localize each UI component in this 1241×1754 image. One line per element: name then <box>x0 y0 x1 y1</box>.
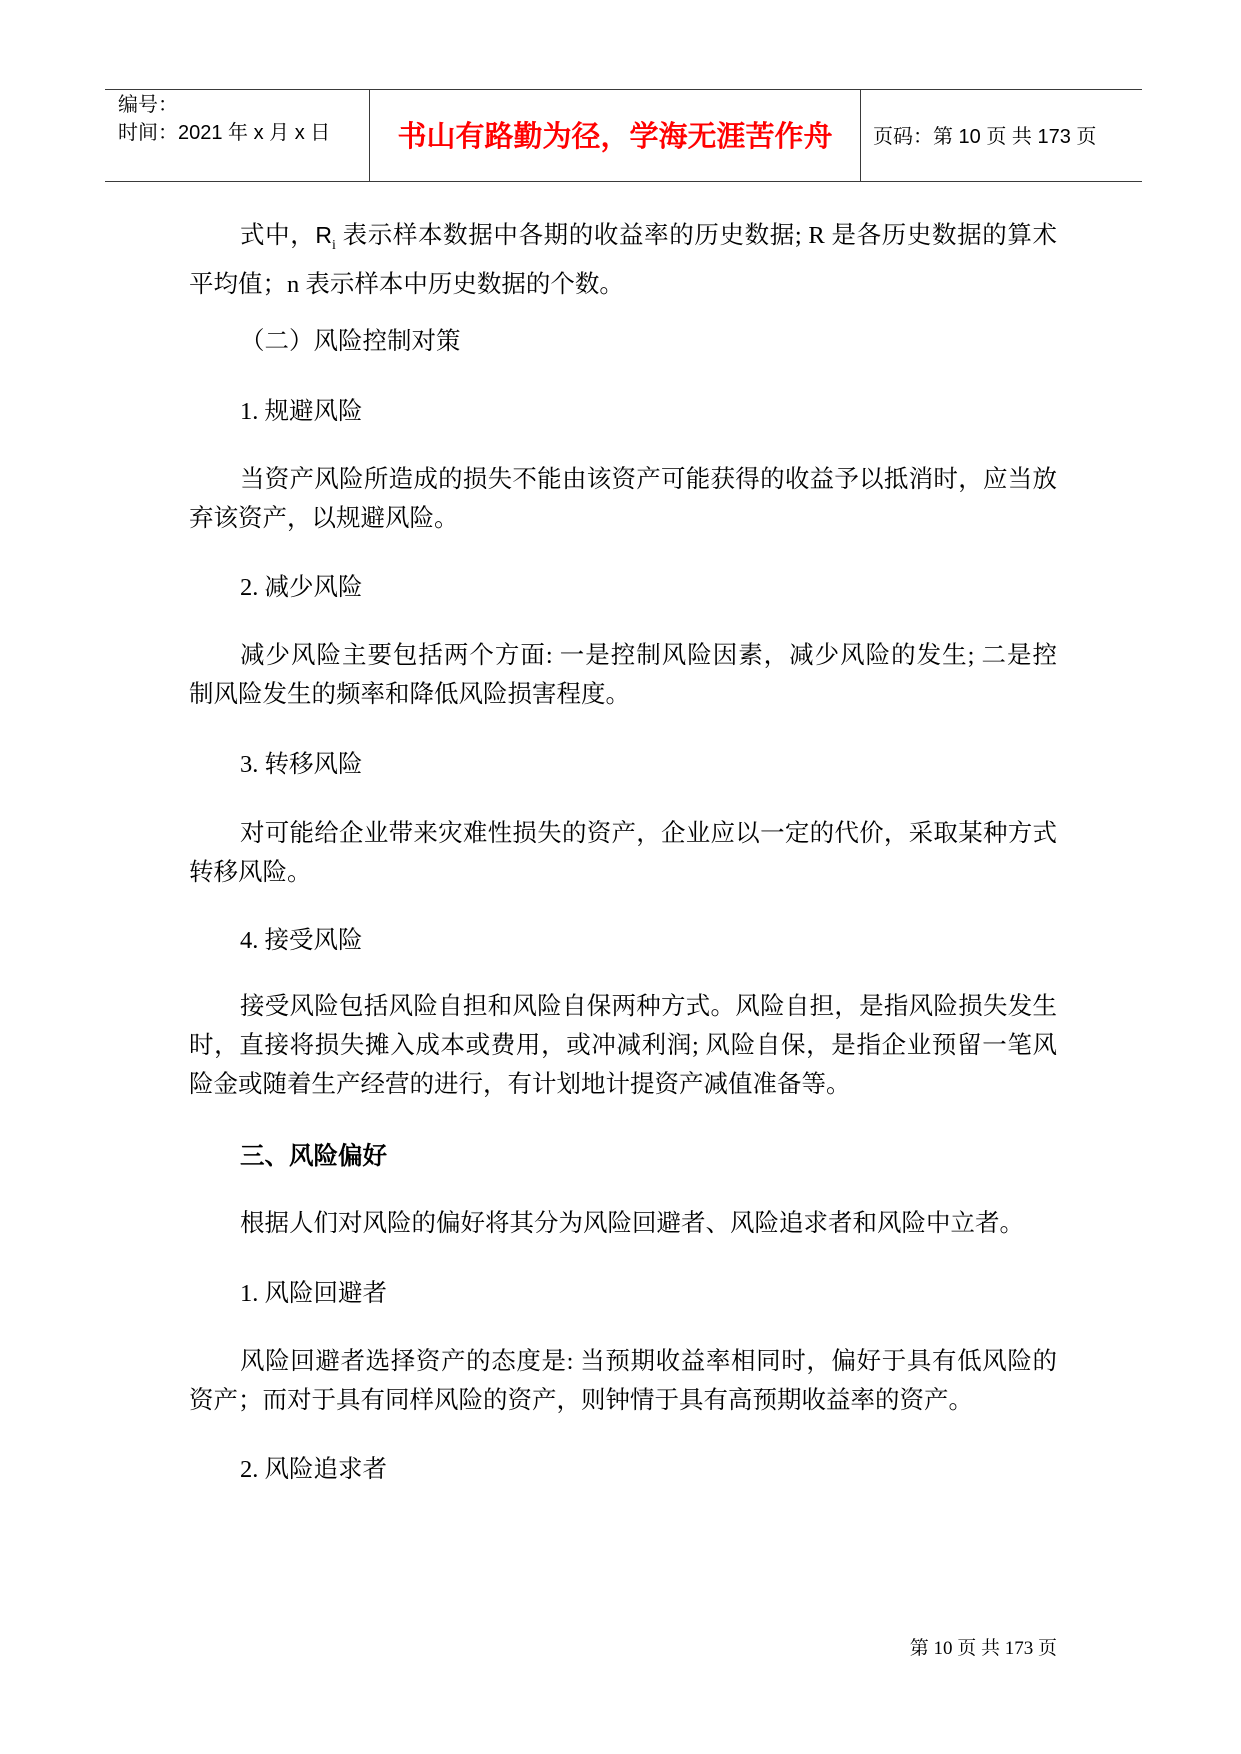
page-footer-number: 第 10 页 共 173 页 <box>909 1638 1057 1659</box>
measure-paragraph-accept <box>189 987 1057 1104</box>
paragraph-line: 当资产风险所造成的损失不能由该资产可能获得的收益予以抵消时，应当放 <box>240 466 1057 493</box>
measure-title-reduce: 2. 减少风险 <box>240 574 363 601</box>
paragraph-line <box>189 216 1057 265</box>
section-3-title: 三、风险偏好 <box>240 1143 387 1170</box>
formula-subscript: i <box>332 238 336 253</box>
measure-paragraph-avoid <box>189 460 1057 538</box>
formula-prefix: 式中， <box>240 222 316 249</box>
preference-paragraph-averse <box>189 1342 1057 1420</box>
formula-variable: R <box>315 222 332 248</box>
section-3-intro-paragraph <box>189 1204 1057 1243</box>
measure-paragraph-transfer <box>189 814 1057 892</box>
paragraph-line: 时，直接将损失摊入成本或费用，或冲减利润; 风险自保，是指企业预留一笔风 <box>189 1032 1057 1059</box>
paragraph-line: 对可能给企业带来灾难性损失的资产，企业应以一定的代价，采取某种方式 <box>240 820 1057 847</box>
paragraph-line: 制风险发生的频率和降低风险损害程度。 <box>189 681 630 708</box>
header-motto: 书山有路勤为径，学海无涯苦作舟 <box>397 121 833 153</box>
header-time-label: 时间：2021 年 x 月 x 日 <box>118 122 331 144</box>
preference-title-seeker: 2. 风险追求者 <box>240 1456 387 1483</box>
paragraph-line: 平均值；n 表示样本中历史数据的个数。 <box>189 271 624 298</box>
section-2-title: （二）风险控制对策 <box>240 328 461 355</box>
header-page-info: 页码：第 10 页 共 173 页 <box>873 126 1097 148</box>
paragraph-line: 风险回避者选择资产的态度是: 当预期收益率相同时，偏好于具有低风险的 <box>240 1348 1057 1375</box>
header-divider-right <box>860 90 861 182</box>
header-top-rule <box>105 89 1142 90</box>
formula-line1-rest: 表示样本数据中各期的收益率的历史数据; R 是各历史数据的算术 <box>335 222 1057 249</box>
paragraph-line: 资产；而对于具有同样风险的资产，则钟情于具有高预期收益率的资产。 <box>189 1387 973 1414</box>
paragraph-line: 根据人们对风险的偏好将其分为风险回避者、风险追求者和风险中立者。 <box>240 1210 1024 1237</box>
measure-title-avoid: 1. 规避风险 <box>240 398 363 425</box>
paragraph-line: 转移风险。 <box>189 859 312 886</box>
measure-paragraph-reduce <box>189 636 1057 714</box>
paragraph-line: 接受风险包括风险自担和风险自保两种方式。风险自担，是指风险损失发生 <box>240 993 1057 1020</box>
measure-title-accept: 4. 接受风险 <box>240 927 363 954</box>
header-serial-label: 编号： <box>118 94 178 116</box>
preference-title-averse: 1. 风险回避者 <box>240 1280 387 1307</box>
header-bottom-rule <box>105 181 1142 182</box>
paragraph-line: 减少风险主要包括两个方面: 一是控制风险因素，减少风险的发生; 二是控 <box>240 642 1057 669</box>
formula-note-paragraph <box>189 216 1057 304</box>
paragraph-line: 弃该资产，以规避风险。 <box>189 505 459 532</box>
measure-title-transfer: 3. 转移风险 <box>240 751 363 778</box>
paragraph-line: 险金或随着生产经营的进行，有计划地计提资产减值准备等。 <box>189 1071 851 1098</box>
